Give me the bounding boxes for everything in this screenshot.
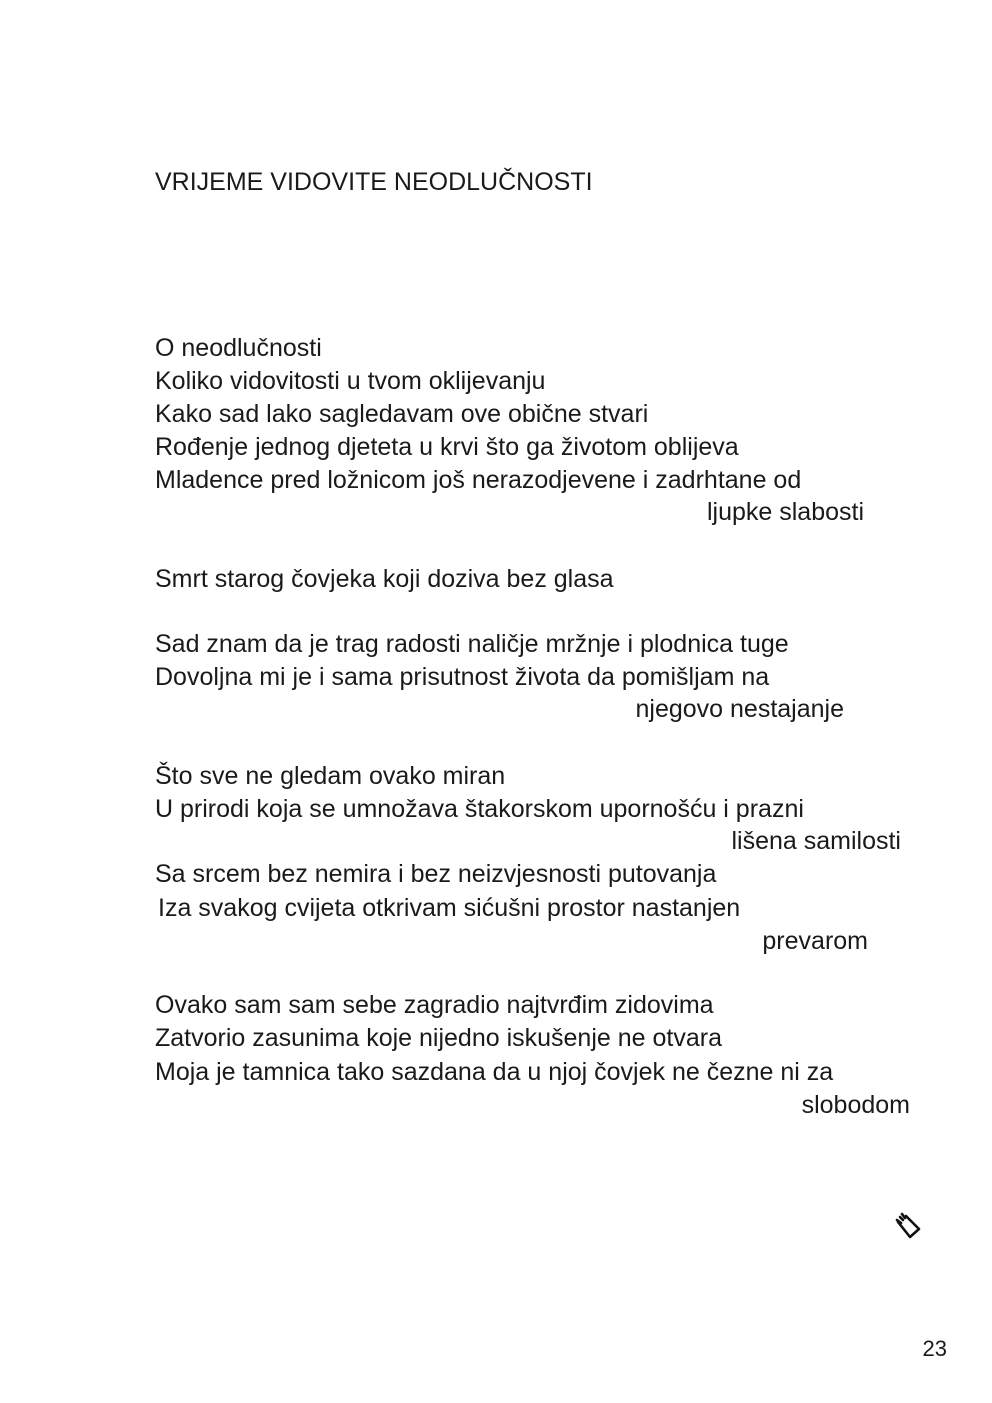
- poem-line: Smrt starog čovjeka koji doziva bez glasa: [155, 565, 614, 593]
- poem-line: Zatvorio zasunima koje nijedno iskušenje ne otvara: [155, 1024, 722, 1052]
- poem-line-continuation: lišena samilosti: [731, 827, 901, 855]
- poem-line-continuation: ljupke slabosti: [706, 498, 864, 526]
- poem-line-continuation: njegovo nestajanje: [635, 695, 844, 723]
- poem-line-continuation: slobodom: [801, 1091, 910, 1119]
- poem-title: VRIJEME VIDOVITE NEODLUČNOSTI: [155, 168, 593, 196]
- poem-line: Moja je tamnica tako sazdana da u njoj čovjek ne čezne ni za: [155, 1058, 834, 1086]
- poem-line: Rođenje jednog djeteta u krvi što ga životom oblijeva: [155, 433, 739, 461]
- poem-line-continuation: prevarom: [762, 927, 868, 955]
- poem-line: U prirodi koja se umnožava štakorskom upornošću i prazni: [155, 795, 804, 823]
- poem-line: Koliko vidovitosti u tvom oklijevanju: [155, 367, 546, 395]
- poem-line: O neodlučnosti: [155, 334, 322, 362]
- poem-line: Kako sad lako sagledavam ove obične stvari: [155, 400, 649, 428]
- poem-line: Dovoljna mi je i sama prisutnost života da pomišljam na: [155, 663, 770, 691]
- poem-line: Iza svakog cvijeta otkrivam sićušni prostor nastanjen: [158, 894, 741, 922]
- poem-line: Što sve ne gledam ovako miran: [155, 762, 506, 790]
- page-number: 23: [922, 1336, 947, 1361]
- pointing-hand-ornament-icon: [890, 1210, 924, 1244]
- poem-line: Sad znam da je trag radosti naličje mržnje i plodnica tuge: [155, 630, 789, 658]
- poem-line: Mladence pred ložnicom još nerazodjevene i zadrhtane od: [155, 466, 802, 494]
- poem-line: Ovako sam sam sebe zagradio najtvrđim zidovima: [155, 991, 714, 1019]
- poem-line: Sa srcem bez nemira i bez neizvjesnosti putovanja: [155, 860, 717, 888]
